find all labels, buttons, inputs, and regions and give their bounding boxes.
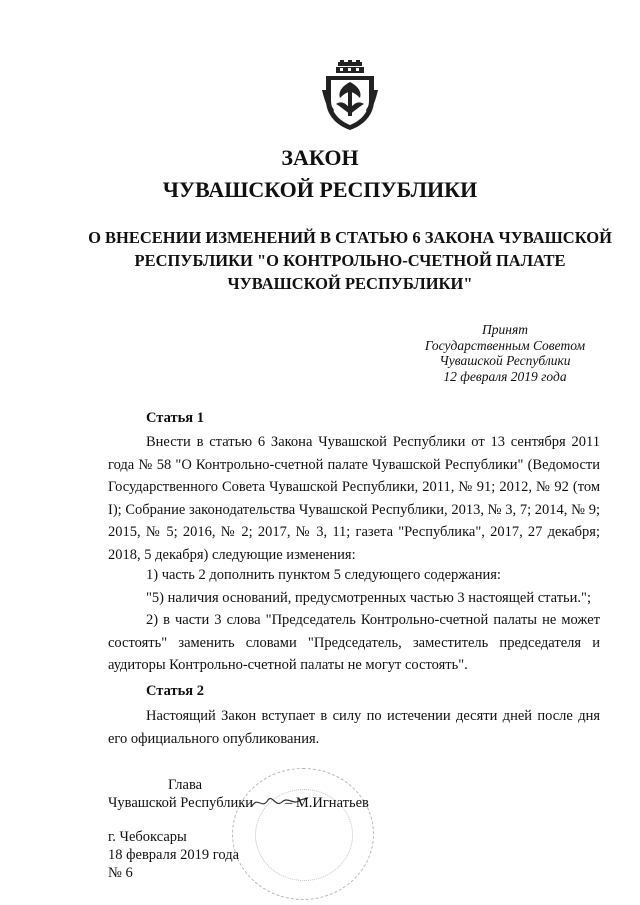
signing-date: 18 февраля 2019 года bbox=[108, 847, 240, 863]
signatory-position: Глава bbox=[168, 777, 203, 793]
article-1-item-2: 2) в части 3 слова "Председатель Контрольно-счетной палаты не может состоять" заменить словами "Председатель, заместитель председателя и аудиторы Контрольно-счетной палаты не могут состоять". bbox=[108, 612, 600, 673]
law-number: № 6 bbox=[108, 865, 133, 881]
adopted-by: Государственным Советом bbox=[424, 337, 586, 353]
official-seal-icon bbox=[232, 768, 374, 900]
adopted-label: Принят bbox=[482, 322, 528, 337]
law-title: ЗАКОН bbox=[281, 145, 359, 170]
article-1-heading: Статья 1 bbox=[146, 410, 204, 426]
law-subtitle: О ВНЕСЕНИИ ИЗМЕНЕНИЙ В СТАТЬЮ 6 ЗАКОНА ЧУВАШСКОЙ РЕСПУБЛИКИ "О КОНТРОЛЬНО-СЧЕТНОЙ ПАЛАТЕ ЧУВАШСКОЙ РЕСПУБЛИКИ" bbox=[88, 228, 612, 293]
coat-of-arms-icon bbox=[318, 60, 382, 132]
article-1-item-1: 1) часть 2 дополнить пунктом 5 следующего содержания: bbox=[146, 567, 501, 583]
article-1-item-1-text: "5) наличия оснований, предусмотренных частью 3 настоящей статьи."; bbox=[146, 590, 591, 606]
adopted-date: 12 февраля 2019 года bbox=[443, 368, 567, 384]
article-2-text: Настоящий Закон вступает в силу по истечении десяти дней после дня его официального опубликования. bbox=[108, 708, 600, 747]
law-republic-title: ЧУВАШСКОЙ РЕСПУБЛИКИ bbox=[162, 177, 478, 202]
signing-place: г. Чебоксары bbox=[108, 829, 187, 845]
article-1-intro: Внести в статью 6 Закона Чувашской Республики от 13 сентября 2011 года № 58 "О Контрольно-счетной палате Чувашской Республики" (Ведомости Государственного Совета Чувашской Республики, 2011, № 91; 2012, № 92 (том I); Собрание законодательства Чувашской Республики, 2013, № 3, 7; 2014, № 9; 2015, № 5; 2016, № 2; 2017, № 3, 11; газета "Республика", 2017, 27 декабря; 2018, 5 декабря) следующие изменения: bbox=[108, 434, 600, 563]
article-2-heading: Статья 2 bbox=[146, 683, 204, 699]
adopted-by-republic: Чувашской Республики bbox=[439, 353, 571, 368]
adoption-block bbox=[400, 322, 610, 384]
signatory-name: – М.Игнатьев bbox=[285, 795, 369, 811]
signatory-position-republic: Чувашской Республики bbox=[108, 795, 254, 811]
